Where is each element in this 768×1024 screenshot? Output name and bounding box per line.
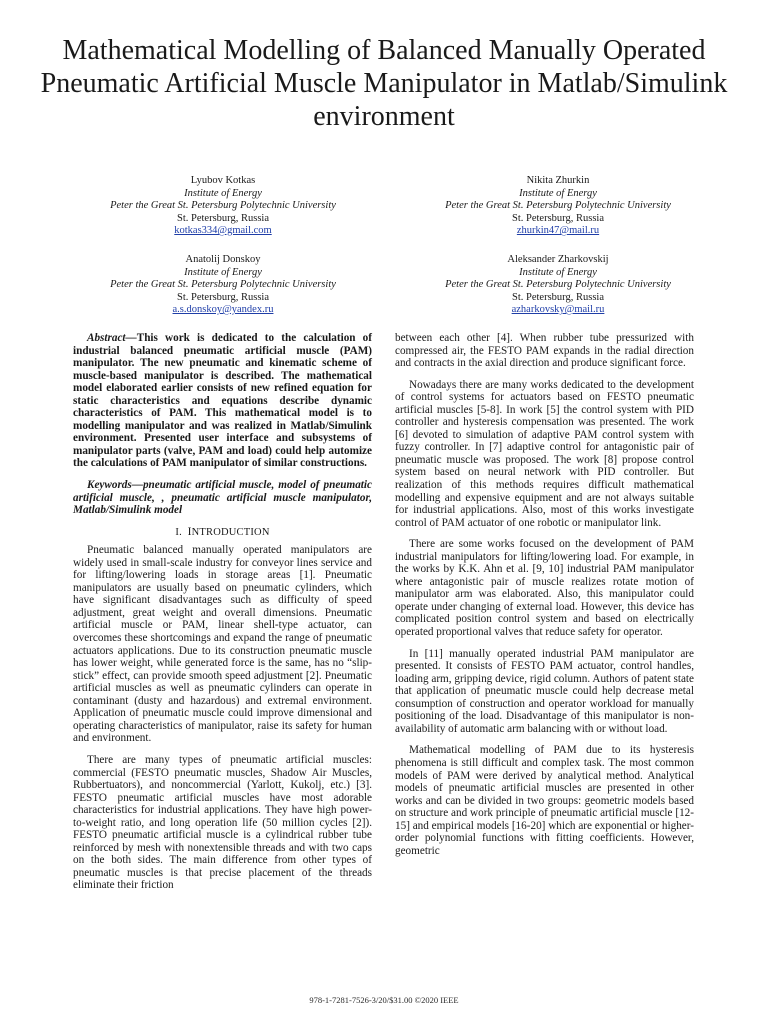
author-university: Peter the Great St. Petersburg Polytechnic University [110, 200, 336, 211]
author-email-link[interactable]: zhurkin47@mail.ru [516, 225, 600, 236]
body-paragraph: Pneumatic balanced manually operated manipulators are widely used in small-scale industry for conveyor lines service and for lifting/lowering loads in storage areas [1]. Pneumatic manipulators are usually based on pneumatic cylinders, which have significant disadvantages such as difficulty of speed adjustment, great weight and overall dimensions. Pneumatic artificial muscle or PAM, linear shell-type actuator, can overcomes these shortcomings and expand the range of pneumatic actuators applications. Due to its construction pneumatic muscle has lower weight, while generated force is the same, has no “slip-stick” effect, can provide smooth speed adjustment [2]. Pneumatic artificial muscles as well as pneumatic cylinders can operate in contaminant (dusty and hazardous) and extremal environment. Application of pneumatic muscle could improve dimensional and operating characteristics of manipulator, raise its safety for human and environment. [73, 544, 372, 745]
author-institute: Institute of Energy [184, 187, 262, 199]
author-institute: Institute of Energy [519, 266, 597, 278]
keywords: Keywords—pneumatic artificial muscle, model of pneumatic artificial muscle, , pneumatic artificial muscle manipulator, Matlab/Simulink model [73, 479, 372, 517]
author-email-link[interactable]: azharkovsky@mail.ru [511, 304, 605, 315]
section-title-rest: NTRODUCTION [191, 526, 270, 538]
author-block [393, 175, 723, 238]
left-column [73, 332, 372, 892]
section-number: I. [175, 526, 182, 538]
copyright-footer: 978-1-7281-7526-3/20/$31.00 ©2020 IEEE [309, 995, 459, 1005]
abstract: Abstract—This work is dedicated to the calculation of industrial balanced pneumatic artificial muscle (PAM) manipulator. The new pneumatic and kinematic scheme of muscle-based manipulator is described. The mathematical model elaborated earlier consists of new refined equation for static characteristics and equations describe dynamic characteristics of PAM. This mathematical model is to modelling manipulator and was realized in Matlab/Simulink environment. Presented user interface and subsystems of manipulator parts (valve, PAM and load) could help automize the calculations of PAM manipulator of similar constructions. [73, 332, 372, 470]
author-name: Lyubov Kotkas [190, 175, 256, 186]
author-university: Peter the Great St. Petersburg Polytechnic University [110, 279, 336, 290]
keywords-label: Keywords [87, 479, 132, 492]
author-email-link[interactable]: kotkas334@gmail.com [174, 225, 272, 236]
right-column [395, 332, 694, 857]
author-city: St. Petersburg, Russia [177, 291, 269, 303]
body-paragraph: In [11] manually operated industrial PAM manipulator are presented. It consists of FESTO PAM actuator, control handles, loading arm, gripping device, rigid column. Authors of patent state that application of pneumatic muscle could help decrease metal consumption of construction and operator workload for manually positioning of the load. Disadvantage of this manipulator is non-availability of automatic arm balancing with or without load. [395, 647, 694, 735]
abstract-text: This work is dedicated to the calculation of industrial balanced pneumatic artificial muscle (PAM) manipulator. The new pneumatic and kinematic scheme of muscle-based manipulator is described. The mathematical model elaborated earlier consists of new refined equation for static characteristics and equations describe dynamic characteristics of PAM. This mathematical model is to modelling manipulator and was realized in Matlab/Simulink environment. Presented user interface and subsystems of manipulator parts (valve, PAM and load) could help automize the calculations of PAM manipulator of similar constructions. [73, 332, 372, 470]
author-name: Anatolij Donskoy [185, 254, 261, 265]
paper-title: Mathematical Modelling of Balanced Manually Operated Pneumatic Artificial Muscle Manipulator in Matlab/Simulink environment [40, 35, 728, 132]
author-block [58, 254, 388, 317]
author-institute: Institute of Energy [519, 187, 597, 199]
author-block [393, 254, 723, 317]
section-title-initial: I [187, 525, 192, 538]
author-university: Peter the Great St. Petersburg Polytechnic University [445, 200, 671, 211]
author-city: St. Petersburg, Russia [177, 212, 269, 224]
body-paragraph: There are some works focused on the development of PAM industrial manipulators for lifting/lowering load. For example, in the works by K.K. Ahn et al. [9, 10] industrial PAM manipulator where antagonistic pair of muscle realizes rotate motion of manipulator arm was elaborated. Also, this manipulator could operate under changing of external load. However, this device has complicated position control system and based on electrically operated proportional valves that reduce safety for operator. [395, 538, 694, 639]
body-paragraph: Nowadays there are many works dedicated to the development of control systems for actuators based on FESTO pneumatic artificial muscles [5-8]. In work [5] the control system with PID controller and hysteresis compensation was presented. The work [6] devoted to simulation of adaptive PAM control system with fuzzy controller. In [7] adaptive control for antagonistic pair of pneumatic muscle was proposed. The work [8] propose control system based on neural network with PID controller. But realization of this methods requires difficult mathematical modelling and expensive equipment and are not always suitable for industrial applications. Also, most of this works investigate control of PAM actuator of one robotic or manipulator link. [395, 378, 694, 529]
author-university: Peter the Great St. Petersburg Polytechnic University [445, 279, 671, 290]
author-email-link[interactable]: a.s.donskoy@yandex.ru [172, 304, 274, 315]
abstract-label: Abstract [87, 332, 126, 344]
body-paragraph: There are many types of pneumatic artificial muscles: commercial (FESTO pneumatic muscles, Shadow Air Muscles, Rubbertuators), and noncommercial (Yarlott, Kukolj, etc.) [3]. FESTO pneumatic artificial muscles have most adorable characteristics for industrial applications. They have high power-to-weight ratio, and long operation life (50 million cycles [2]). FESTO pneumatic artificial muscle is a cylindrical rubber tube reinforced by mesh with nonextensible threads and with two caps on the both sides. The main difference from other types of pneumatic muscles is that precise placement of the threads eliminate their friction [73, 753, 372, 892]
section-heading-introduction [73, 526, 372, 540]
author-institute: Institute of Energy [184, 266, 262, 278]
author-name: Nikita Zhurkin [526, 175, 590, 186]
author-city: St. Petersburg, Russia [512, 212, 604, 224]
author-block [58, 175, 388, 238]
keywords-text: pneumatic artificial muscle, model of pneumatic artificial muscle, , pneumatic artificial muscle manipulator, Matlab/Simulink model [73, 479, 372, 517]
body-paragraph: between each other [4]. When rubber tube pressurized with compressed air, the FESTO PAM expands in the radial direction and contracts in the axial direction and produce significant force. [395, 332, 694, 370]
author-name: Aleksander Zharkovskij [507, 254, 609, 265]
body-paragraph: Mathematical modelling of PAM due to its hysteresis phenomena is still difficult and complex task. The most common models of PAM were derived by analytical method. Analytical models of pneumatic artificial muscles are presented in other works and can be divided in two groups: geometric models based on structure and work principle of pneumatic artificial muscle [12-15] and empirical models [16-20] which are exponential or higher-order polynomial functions with fitting coefficients. However, geometric [395, 744, 694, 857]
author-city: St. Petersburg, Russia [512, 291, 604, 303]
